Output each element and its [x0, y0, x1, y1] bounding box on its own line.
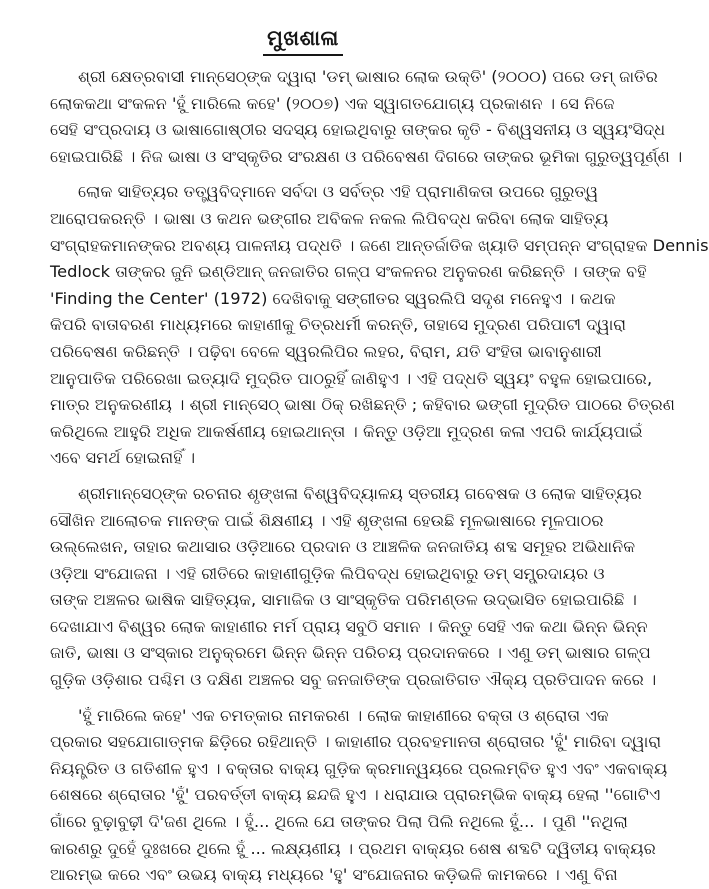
text-line: ଦେଖାଯାଏ ବିଶ୍ୱର ଲୋକ କାହାଣୀର ମର୍ମ ପ୍ରାୟ ସବୁଠି ସମାନ । କିନ୍ତୁ ସେହି ଏକ କଥା ଭିନ୍ନ ଭିନ୍ନ	[50, 616, 648, 636]
text-line: ତାଙ୍କ ଅଞ୍ଚଳର ଭାଷିକ ସାହିତ୍ୟକ, ସାମାଜିକ ଓ ସାଂସ୍କୃତିକ ପରିମଣ୍ଡଳ ଉଦ୍‌ଭାସିତ ହୋଇପାରିଛି ।	[50, 590, 637, 610]
paragraph	[50, 481, 657, 694]
text-line: 'ହୁଁ ମାରିଲେ କହେ' ଏକ ଚମତ୍କାର ନାମକରଣ । ଲୋକ କାହାଣୀରେ ବକ୍ତା ଓ ଶ୍ରୋତା ଏକ	[78, 705, 609, 725]
paragraph	[50, 179, 709, 472]
text-line: ଆନୁପାତିକ ପରିରେଖା ଇତ୍ୟାଦି ମୁଦ୍ରିତ ପାଠରୁହିଁ ଜାଣିହୁଏ । ଏହି ପଦ୍ଧତି ସ୍ୱୟଂ ବହୁଳ ହୋଇପାରେ,	[50, 368, 653, 388]
text-line: ଆରମ୍ଭ କରେ ଏବଂ ଉଭୟ ବାକ୍ୟ ମଧ୍ୟରେ 'ହୁ' ସଂଯୋଜନାର କଡ଼ିଭଳି କାମକରେ । ଏଣୁ ବିନା	[50, 865, 618, 885]
paragraph	[50, 703, 668, 889]
page-title: ମୁଖଶାଳା	[263, 24, 343, 56]
title-wrap	[50, 24, 556, 56]
text-line: ଗୁଡ଼ିକ ଓଡ଼ିଶାର ପଶ୍ଚିମ ଓ ଦକ୍ଷିଣ ଅଞ୍ଚଳର ସବୁ ଜନଜାତିଙ୍କ ପ୍ରଜାତିଗତ ଐକ୍ୟ ପ୍ରତିପାଦନ କରେ ।	[50, 670, 657, 690]
text-line: 'Finding the Center' (1972) ଦେଖିବାକୁ ସଙ୍ଗୀତର ସ୍ୱରଲିପି ସଦୃଶ ମନେହୁଏ । କଥକ	[50, 288, 616, 308]
paragraph	[50, 64, 683, 170]
text-line: ଗାଁରେ ବୁଢ଼ାବୁଢ଼ୀ ଦି'ଜଣ ଥିଲେ । ହୁଁ... ଥିଲେ ଯେ ତାଙ୍କର ପିଲା ପିଲି ନଥିଲେ ହୁଁ... । ପୁଣି ''ନଥିଲା	[50, 812, 629, 832]
text-line: Tedlock ତାଙ୍କର ଜୁନି ଇଣ୍ଡିଆନ୍ ଜନଜାତିର ଗଳ୍ପ ସଂକଳନର ଅନୁକରଣ କରିଛନ୍ତି । ତାଙ୍କ ବହି	[50, 262, 647, 282]
text-line: ଶ୍ରୀ କ୍ଷେତ୍ରବାସୀ ମାନ୍‌ସେଠ୍‌ଙ୍କ ଦ୍ୱାରା 'ଡମ୍ ଭାଷାର ଲୋକ ଉକ୍ତି' (୨୦୦୦) ପରେ ଡମ୍ ଜାତିର	[78, 67, 658, 86]
text-line: ଲୋକ ସାହିତ୍ୟର ତତ୍ତ୍ୱବିଦ୍‌ମାନେ ସର୍ବଦା ଓ ସର୍ବତ୍ର ଏହି ପ୍ରାମାଣିକତା ଉପରେ ଗୁରୁତ୍ୱ	[78, 182, 599, 202]
text-line: କିପରି ବାତାବରଣ ମାଧ୍ୟମରେ କାହାଣୀକୁ ଚିତ୍ରଧର୍ମୀ କରନ୍ତି, ତାହାସେ ମୁଦ୍ରଣ ପରିପାଟୀ ଦ୍ୱାରା	[50, 315, 627, 335]
text-line: ହୋଇପାରିଛି । ନିଜ ଭାଷା ଓ ସଂସ୍କୃତିର ସଂରକ୍ଷଣ ଓ ପରିବେଷଣ ଦିଗରେ ତାଙ୍କର ଭୂମିକା ଗୁରୁତ୍ୱପୂର୍ଣ୍ଣ ।	[50, 146, 683, 166]
body-text	[50, 64, 709, 889]
text-line: ଲୋକକଥା ସଂକଳନ 'ହୁଁ ମାରିଲେ କହେ' (୨୦୦୭) ଏକ ସ୍ୱାଗତଯୋଗ୍ୟ ପ୍ରକାଶନ । ସେ ନିଜେ	[50, 93, 615, 113]
text-line: ନିୟନ୍ତ୍ରିତ ଓ ଗତିଶୀଳ ହୁଏ । ବକ୍ତାର ବାକ୍ୟ ଗୁଡ଼ିକ କ୍ରମାନ୍ୱୟରେ ପ୍ରଲମ୍ବିତ ହୁଏ ଏବଂ ଏକବାକ୍ୟ	[50, 758, 668, 778]
text-line: ପ୍ରକାର ସହଯୋଗାତ୍ମକ ଛିଡ଼ିରେ ରହିଥାନ୍ତି । କାହାଣୀର ପ୍ରବହମାନତା ଶ୍ରୋତାର 'ହୁଁ' ମାରିବା ଦ୍ୱାରା	[50, 732, 662, 752]
text-line: ସେହି ସଂପ୍ରଦାୟ ଓ ଭାଷାଗୋଷ୍ଠୀର ସଦସ୍ୟ ହୋଇଥିବାରୁ ତାଙ୍କର କୃତି - ବିଶ୍ୱସନୀୟ ଓ ସ୍ୱୟଂସିଦ୍ଧ	[50, 120, 666, 140]
text-line: ଶେଷରେ ଶ୍ରୋତାର 'ହୁଁ' ପରବର୍ତ୍ତୀ ବାକ୍ୟ ଛନ୍ଦଜି ହୁଏ । ଧରାଯାଉ ପ୍ରାରମ୍ଭିକ ବାକ୍ୟ ହେଲା ''ଗୋଟିଏ	[50, 785, 661, 805]
text-line: ଜାତି, ଭାଷା ଓ ସଂସ୍କାର ଅନୁକ୍ରମେ ଭିନ୍ନ ଭିନ୍ନ ପରିଚୟ ପ୍ରଦାନକରେ । ଏଣୁ ଡମ୍ ଭାଷାର ଗଳ୍ପ	[50, 643, 651, 663]
text-line: ପରିବେଷଣ କରିଛନ୍ତି । ପଢ଼ିବା ବେଳେ ସ୍ୱରଲିପିର ଲହର, ବିରାମ, ଯତି ସଂହିତା ଭାବାନୁଶାରୀ	[50, 341, 602, 361]
text-line: ଶ୍ରୀମାନ୍‌ସେଠ୍‌ଙ୍କ ରଚନାର ଶୃଙ୍ଖଳା ବିଶ୍ୱବିଦ୍ୟାଳୟ ସ୍ତରୀୟ ଗବେଷକ ଓ ଲୋକ ସାହିତ୍ୟର	[78, 483, 642, 503]
text-line: ଏବେ ସମର୍ଥ ହୋଇନାହିଁ ।	[50, 448, 196, 468]
text-line: କାରଣରୁ ଦୁହେଁ ଦୁଃଖରେ ଥିଲେ ହୁଁ ... ଲକ୍ଷ୍ୟଣୀୟ । ପ୍ରଥମ ବାକ୍ୟର ଶେଷ ଶବ୍ଦଟି ଦ୍ୱିତୀୟ ବାକ୍ୟର	[50, 838, 656, 858]
text-line: ଓଡ଼ିଆ ସଂଯୋଜନା । ଏହି ରୀତିରେ କାହାଣୀଗୁଡ଼ିକ ଲିପିବଦ୍ଧ ହୋଇଥିବାରୁ ଡମ୍ ସମ୍ପ୍ରଦାୟର ଓ	[50, 563, 605, 583]
text-line: ଆରୋପକରନ୍ତି । ଭାଷା ଓ କଥନ ଭଙ୍ଗୀର ଅବିକଳ ନକଲ ଲିପିବଦ୍ଧ କରିବା ଲୋକ ସାହିତ୍ୟ	[50, 208, 609, 228]
text-line: କରିଥିଲେ ଆହୁରି ଅଧିକ ଆକର୍ଷଣୀୟ ହୋଇଥାନ୍ତା । କିନ୍ତୁ ଓଡ଼ିଆ ମୁଦ୍ରଣ କଳା ଏପରି କାର୍ଯ୍ୟପାଇଁ	[50, 421, 643, 441]
text-line: ମାତ୍ର ଅନୁକରଣୀୟ । ଶ୍ରୀ ମାନ୍‌ସେଠ୍ ଭାଷା ଠିକ୍ ରଖିଛନ୍ତି ; କହିବାର ଭଙ୍ଗୀ ମୁଦ୍ରିତ ପାଠରେ ଚିତ୍ରଣ	[50, 395, 676, 415]
text-line: ଉଲ୍ଲେଖନ, ତାହାର କଥାସାର ଓଡ଼ିଆରେ ପ୍ରଦାନ ଓ ଆଞ୍ଚଳିକ ଜନଜାତିୟ ଶବ୍ଦ ସମୂହର ଅଭିଧାନିକ	[50, 537, 636, 557]
text-line: ସୌଖିନ ଆଲୋଚକ ମାନଙ୍କ ପାଇଁ ଶିକ୍ଷଣୀୟ । ଏହି ଶୃଙ୍ଖଳା ହେଉଛି ମୂଳଭାଷାରେ ମୂଳପାଠର	[50, 510, 604, 530]
text-line: ସଂଗ୍ରାହକମାନଙ୍କର ଅବଶ୍ୟ ପାଳନୀୟ ପଦ୍ଧତି । ଜଣେ ଆନ୍ତର୍ଜାତିକ ଖ୍ୟାତି ସମ୍ପନ୍ନ ସଂଗ୍ରାହକ Dennis	[50, 235, 709, 255]
